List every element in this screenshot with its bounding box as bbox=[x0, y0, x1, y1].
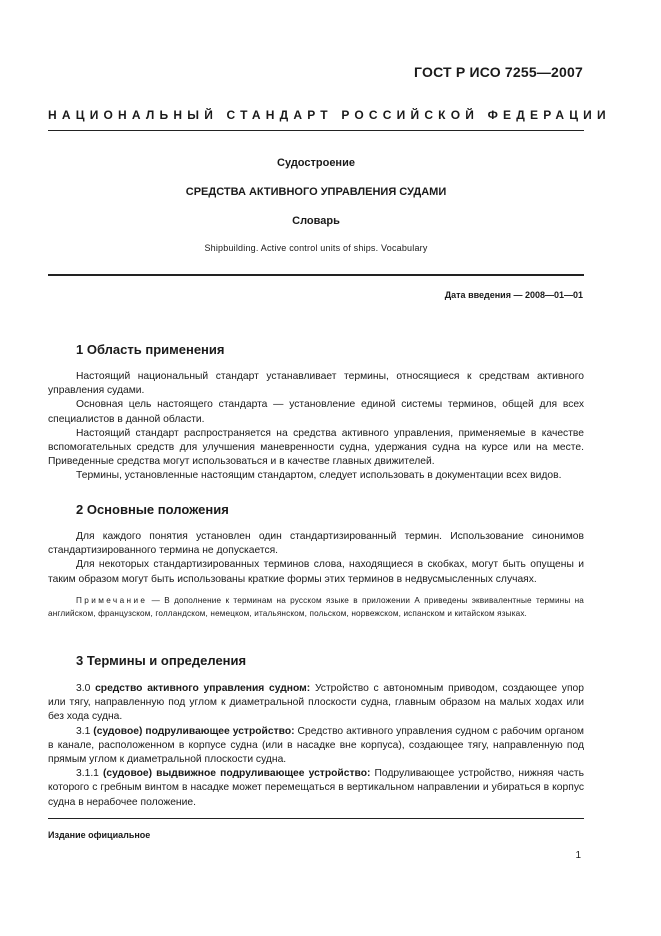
term-number: 3.0 bbox=[76, 683, 96, 694]
section1-paragraph: Термины, установленные настоящим стандартом, следует использовать в документации всех видов. bbox=[76, 470, 562, 482]
header-rule bbox=[48, 130, 584, 131]
title-rule bbox=[48, 274, 584, 276]
footer-rule bbox=[48, 818, 584, 819]
title-domain: Судостроение bbox=[277, 157, 355, 169]
term-entry bbox=[48, 725, 584, 768]
section2-heading: 2 Основные положения bbox=[76, 502, 229, 517]
document-code: ГОСТ Р ИСО 7255—2007 bbox=[414, 64, 583, 80]
page-number: 1 bbox=[575, 850, 581, 861]
section2-note bbox=[48, 594, 584, 620]
term-name: (судовое) выдвижное подруливающее устройство: bbox=[103, 768, 371, 780]
note-text: — В дополнение к терминам на русском языке в приложении А приведены эквивалентные термины на английском, французском, голландском, немецком, итальянском, польском, норвежском, испанском и китайском языках. bbox=[48, 595, 584, 618]
title-kind: Словарь bbox=[292, 215, 340, 227]
term-definition: Подруливающее устройство, нижняя часть которого с гребным винтом в насадке может перемещаться в вертикальном направлении и убираться в корпус судна в нерабочее положение. bbox=[48, 768, 585, 808]
national-standard-banner: НАЦИОНАЛЬНЫЙ СТАНДАРТ РОССИЙСКОЙ ФЕДЕРАЦИИ bbox=[48, 108, 611, 122]
intro-date: Дата введения — 2008—01—01 bbox=[444, 290, 583, 300]
term-definition: Средство активного управления судном с рабочим органом в канале, расположенном в корпусе судна (или в насадке вне корпуса), создающее тягу, направленную под прямым углом к диаметральной плоскости судна. bbox=[48, 725, 584, 766]
title-english: Shipbuilding. Active control units of ships. Vocabulary bbox=[204, 243, 428, 253]
section1-paragraph: Основная цель настоящего стандарта — установление единой системы терминов, общей для всех специалистов в данной области. bbox=[48, 399, 584, 425]
section2-body bbox=[48, 530, 584, 620]
note-label: Примечание bbox=[76, 595, 148, 605]
term-name: средство активного управления судном: bbox=[95, 683, 311, 694]
section3-body bbox=[48, 682, 584, 810]
term-definition: Устройство с автономным приводом, создающее упор или тягу, направленную под углом к диаметральной плоскости судна, главным образом на малых ходах или без хода судна. bbox=[48, 683, 584, 723]
section1-heading: 1 Область применения bbox=[76, 342, 225, 357]
term-entry bbox=[48, 767, 584, 810]
term-name: (судовое) подруливающее устройство: bbox=[93, 725, 295, 737]
section2-paragraph: Для каждого понятия установлен один стандартизированный термин. Использование синонимов стандартизированного термина не допускается. bbox=[48, 531, 584, 557]
term-entry bbox=[48, 682, 584, 725]
section2-paragraph: Для некоторых стандартизированных терминов слова, находящиеся в скобках, могут быть опущены и таким образом могут быть использованы краткие формы этих терминов в недвусмысленных случаях. bbox=[48, 559, 584, 585]
section1-paragraph: Настоящий стандарт распространяется на средства активного управления, применяемые в качестве вспомогательных средств для улучшения маневренности судна, удержания судна на курсе или на месте. Приведенные средства могут использоваться и в качестве главных движителей. bbox=[48, 427, 584, 468]
official-issue-label: Издание официальное bbox=[48, 830, 151, 840]
section3-heading: 3 Термины и определения bbox=[76, 653, 247, 668]
section1-body bbox=[48, 370, 584, 484]
title-main: СРЕДСТВА АКТИВНОГО УПРАВЛЕНИЯ СУДАМИ bbox=[185, 186, 447, 198]
section1-paragraph: Настоящий национальный стандарт устанавливает термины, относящиеся к средствам активного управления судами. bbox=[48, 371, 584, 397]
term-number: 3.1 bbox=[76, 725, 94, 737]
term-number: 3.1.1 bbox=[76, 768, 103, 780]
